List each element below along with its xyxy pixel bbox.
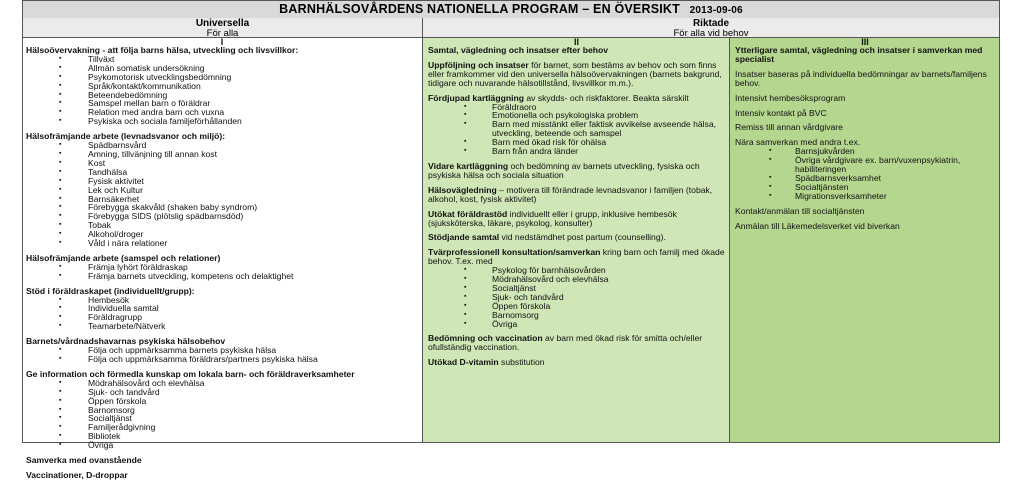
paragraph-lead: Uppföljning och insatser [428,59,529,70]
paragraph-lead: Stödjande samtal [428,232,500,243]
list-item: ▪ Främja barnets utveckling, kompetens och delaktighet [59,272,418,281]
paragraph-body: individuellt eller i grupp, inklusive hembesök (sjuksköterska, läkare, psykolog, konsulter) [428,208,677,228]
paragraph-text [428,162,725,180]
column-targeted-level-2 [423,38,730,442]
column-number: I [220,37,224,47]
section [26,471,418,480]
paragraph-body: och bedömning av barnets utveckling, fysiska och psykiska hälsa och sociala situation [428,160,700,180]
list-item: ▪ Barnomsorg [59,406,418,415]
list-item: ▪ Beteendebedömning [59,91,418,100]
paragraph [428,210,725,228]
paragraph-text [428,61,725,88]
paragraph [428,94,725,156]
list-item: ▪ Förebygga skakvåld (shaken baby syndrom) [59,203,418,212]
paragraph-lead: Hälsovägledning [428,184,497,195]
list-item: ▪ Barnsjukvården [769,147,995,156]
list-item: ▪ Amning, tillvänjning till annan kost [59,150,418,159]
list-item: ▪ Socialtjänst [464,284,725,293]
list-item: ▪ Föräldragrupp [59,313,418,322]
paragraph-text: Intensiv kontakt på BVC [735,107,827,118]
paragraph-lead: Utökat föräldrastöd [428,208,508,219]
list-item: ▪ Psykiska och sociala familjeförhållanden [59,117,418,126]
paragraph [428,186,725,204]
list-item: ▪ Bibliotek [59,432,418,441]
paragraph-lead: Utökad D-vitamin [428,357,499,368]
paragraph-text: Anmälan till Läkemedelsverket vid biverkan [735,220,900,231]
header-universella [23,18,423,38]
paragraph-text [428,233,725,242]
list-item: ▪ Föräldraoro [464,103,725,112]
list-item: ▪ Barn med ökad risk för ohälsa [464,138,725,147]
section [26,46,418,126]
bullet-list [26,346,418,364]
paragraph [428,248,725,328]
header-riktade [423,18,999,38]
section-title: Hälsofrämjande arbete (samspel och relationer) [26,252,221,263]
section [26,337,418,364]
section [26,132,418,248]
list-item: ▪ Alkohol/droger [59,230,418,239]
list-item: ▪ Tandhälsa [59,168,418,177]
list-item: ▪ Mödrahälsovård och elevhälsa [59,379,418,388]
column-number: III [861,37,869,47]
overview-table [22,0,1000,480]
section [26,456,418,465]
column-universal [23,37,423,480]
list-item: ▪ Emotionella och psykologiska problem [464,111,725,120]
header-riktade-subtitle: För alla vid behov [673,27,749,39]
list-item: ▪ Barn från andra länder [464,147,725,156]
paragraph-body: av skydds- och riskfaktorer. Beakta särskilt [523,92,689,103]
paragraph-body: för barnet, som bestäms av behov och som finns eller framkommer vid den universella hälsoövervakningen (barnets bakgrund, tidigare och nuvarande hälsotillstånd, livsvillkor m.m.). [428,59,722,88]
list-item: ▪ Barn med misstänkt eller faktisk avvikelse avseende hälsa, utveckling, beteende och samspel [464,120,725,138]
list-item: ▪ Spädbarnsverksamhet [769,174,995,183]
list-item: ▪ Språk/kontakt/kommunikation [59,82,418,91]
paragraph-body: – motivera till förändrade levnadsvanor i familjen (tobak, alkohol, kost, fysisk aktivitet) [428,184,713,204]
section-title: Vaccinationer, D-droppar [26,469,128,480]
paragraph [735,138,995,200]
list-item: ▪ Barnomsorg [464,311,725,320]
section-title: Barnets/vårdnadshavarnas psykiska hälsobehov [26,336,226,347]
paragraph-lead: Tvärprofessionell konsultation/samverkan [428,247,601,258]
list-item: ▪ Relation med andra barn och vuxna [59,108,418,117]
paragraph-body: av barn med ökad risk för smitta och/eller ofullständig vaccination. [428,333,703,353]
list-item: ▪ Fysisk aktivitet [59,177,418,186]
paragraph-text [428,248,725,266]
list-item: ▪ Tobak [59,221,418,230]
paragraph [428,162,725,180]
list-item: ▪ Hembesök [59,296,418,305]
list-item: ▪ Övriga [464,320,725,329]
bullet-list [428,266,725,328]
list-item: ▪ Övriga vårdgivare ex. barn/vuxenpsykiatrin, habiliteringen [769,156,995,174]
list-item: ▪ Socialtjänsten [769,183,995,192]
bullet-list [735,147,995,200]
list-item: ▪ Våld i nära relationer [59,239,418,248]
paragraph-text: Intensivt hembesöksprogram [735,92,846,103]
list-item: ▪ Främja lyhört föräldraskap [59,263,418,272]
list-item: ▪ Psykomotorisk utvecklingsbedömning [59,73,418,82]
paragraph [735,94,995,103]
header-riktade-title: Riktade [692,18,730,29]
paragraph [428,233,725,242]
paragraph-text: Kontakt/anmälan till socialtjänsten [735,205,865,216]
list-item: ▪ Migrationsverksamheter [769,192,995,201]
paragraph [735,70,995,88]
document-title [23,1,999,19]
header-universella-title: Universella [195,18,250,29]
paragraph-lead: Fördjupad kartläggning [428,92,524,103]
paragraph [735,109,995,118]
list-item: ▪ Socialtjänst [59,414,418,423]
paragraph-text: Remiss till annan vårdgivare [735,122,843,133]
paragraph-text [428,94,725,103]
list-item: ▪ Allmän somatisk undersökning [59,64,418,73]
list-item: ▪ Förebygga SIDS (plötslig spädbarnsdöd) [59,212,418,221]
list-item: ▪ Följa och uppmärksamma barnets psykiska hälsa [59,346,418,355]
section [26,254,418,281]
list-item: ▪ Öppen förskola [464,302,725,311]
list-item: ▪ Teamarbete/Nätverk [59,322,418,331]
section [26,370,418,450]
bullet-list [428,103,725,156]
column-heading: Ytterligare samtal, vägledning och insatser i samverkan med specialist [735,45,983,64]
paragraph [428,358,725,367]
bullet-list [26,296,418,332]
column-number: II [573,37,579,47]
paragraph-text [428,186,725,204]
column-heading: Samtal, vägledning och insatser efter behov [428,45,609,55]
bullet-list [26,55,418,126]
list-item: ▪ Övriga [59,441,418,450]
list-item: ▪ Följa och uppmärksamma föräldrars/partners psykiska hälsa [59,355,418,364]
list-item: ▪ Kost [59,159,418,168]
header-universella-subtitle: För alla [206,27,239,39]
list-item: ▪ Spädbarnsvård [59,141,418,150]
paragraph-text: Insatser baseras på individuella bedömningar av barnets/familjens behov. [735,68,987,88]
title-text: BARNHÄLSOVÅRDENS NATIONELLA PROGRAM – EN ÖVERSIKT [279,2,680,16]
bullet-list [26,263,418,281]
list-item: ▪ Individuella samtal [59,304,418,313]
list-item: ▪ Barnsäkerhet [59,195,418,204]
section-title: Hälsofrämjande arbete (levnadsvanor och miljö): [26,131,226,142]
list-item: ▪ Samspel mellan barn o föräldrar [59,99,418,108]
section-title: Hälsoövervakning - att följa barns hälsa, utveckling och livsvillkor: [26,45,299,55]
list-item: ▪ Mödrahälsovård och elevhälsa [464,275,725,284]
paragraph [428,61,725,88]
title-date: 2013-09-06 [689,5,743,16]
list-item: ▪ Lek och Kultur [59,186,418,195]
section [26,287,418,332]
bullet-list [26,141,418,248]
paragraph [735,123,995,132]
paragraph-body: substitution [498,357,545,368]
paragraph-text [428,334,725,352]
list-item: ▪ Psykolog för barnhälsovården [464,266,725,275]
paragraph [428,334,725,352]
section-title: Ge information och förmedla kunskap om lokala barn- och föräldraverksamheter [26,368,355,379]
list-item: ▪ Sjuk- och tandvård [464,293,725,302]
section-title: Samverka med ovanstående [26,455,142,466]
list-item: ▪ Tillväxt [59,55,418,64]
paragraph [735,222,995,231]
paragraph-lead: Bedömning och vaccination [428,333,543,344]
paragraph-body: vid nedstämdhet post partum (counselling). [499,232,666,243]
column-targeted-level-3 [730,38,999,442]
paragraph-text [428,358,725,367]
list-item: ▪ Öppen förskola [59,397,418,406]
paragraph-lead: Vidare kartläggning [428,160,509,171]
bullet-list [26,379,418,450]
list-item: ▪ Sjuk- och tandvård [59,388,418,397]
paragraph-text [428,210,725,228]
paragraph-text: Nära samverkan med andra t.ex. [735,137,861,148]
paragraph [735,207,995,216]
paragraph-body: kring barn och familj med ökade behov. T.ex. med [428,247,725,267]
list-item: ▪ Familjerådgivning [59,423,418,432]
section-title: Stöd i föräldraskapet (individuellt/grupp): [26,285,195,296]
